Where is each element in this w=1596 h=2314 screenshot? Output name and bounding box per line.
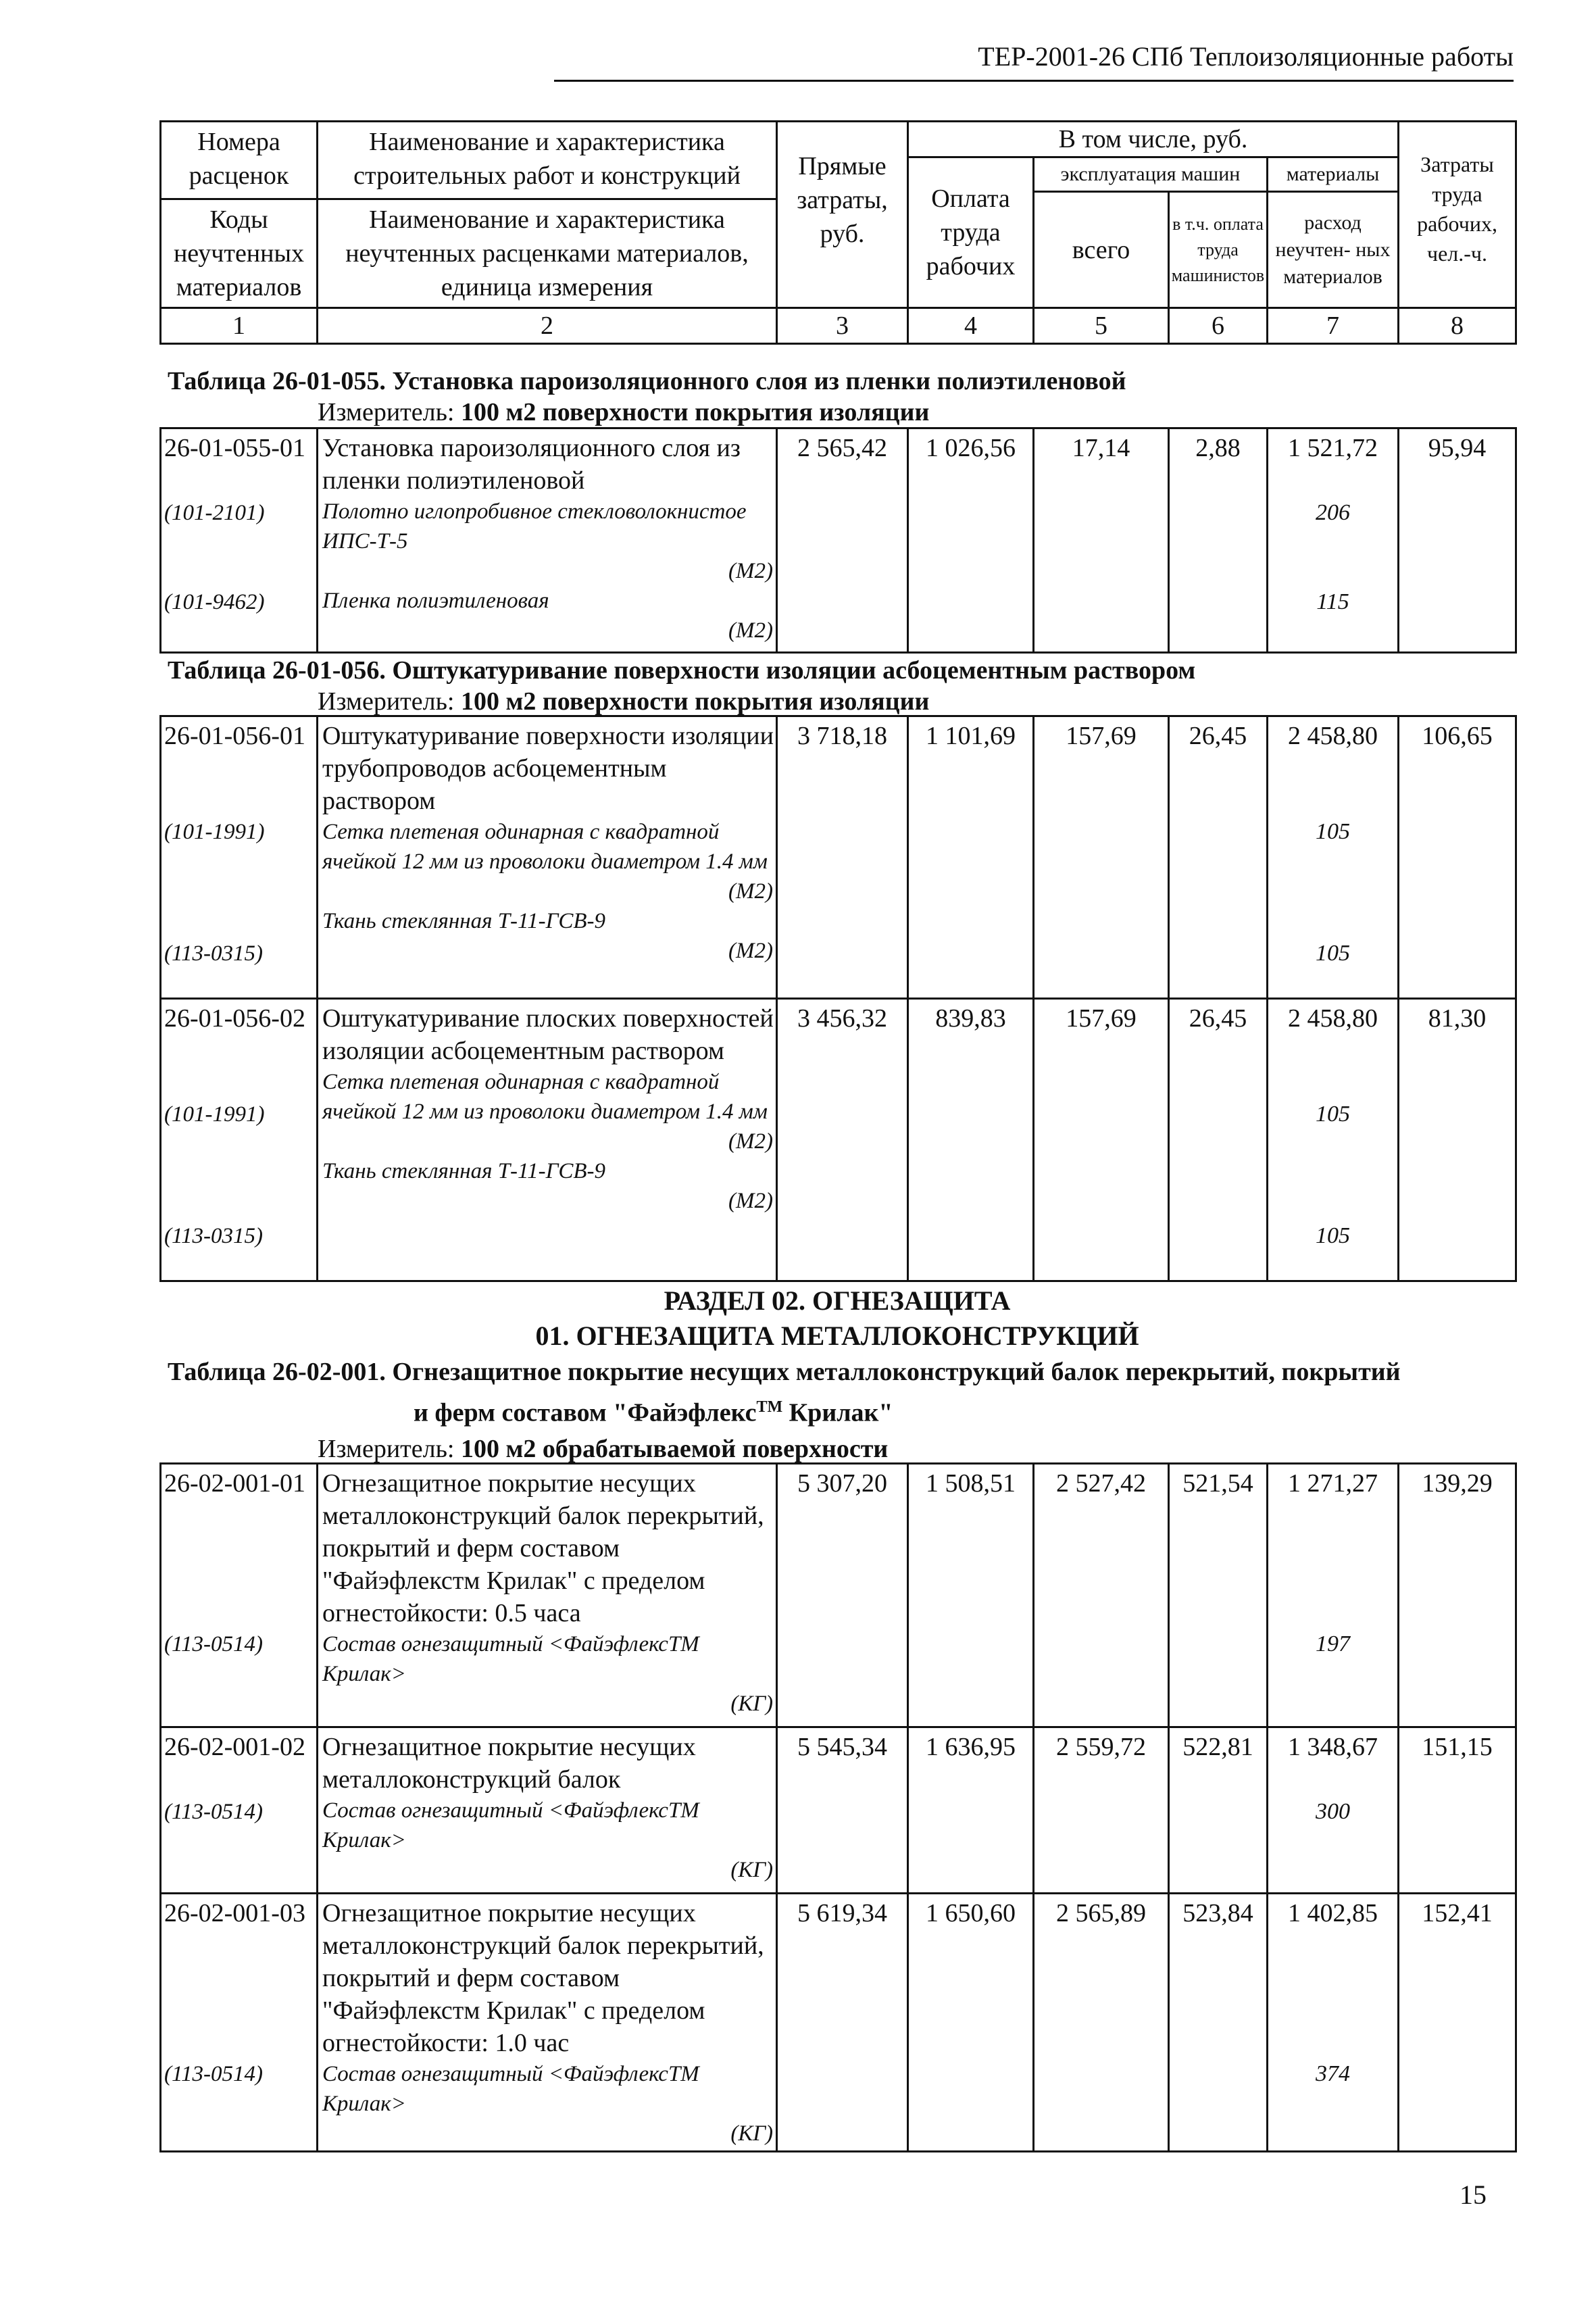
operator-pay: 26,45 <box>1169 999 1268 1281</box>
rate-description: Огнезащитное покрытие несущих металлоконструкций балок перекрытий, покрытий и ферм составом "Файэфлекстм Крилак" с пределом огнестойкости: 1.0 час <box>322 1899 764 2057</box>
labor-pay: 1 101,69 <box>908 716 1034 999</box>
header-codes-bottom: Коды неучтенных материалов <box>173 205 305 301</box>
material-qty: 206 <box>1316 500 1350 525</box>
measure-label: Измеритель: <box>318 1435 455 1463</box>
machines-total: 17,14 <box>1034 428 1169 653</box>
operator-pay: 2,88 <box>1169 428 1268 653</box>
measure-value: 100 м2 обрабатываемой поверхности <box>461 1435 889 1463</box>
material-qty: 105 <box>1316 941 1350 966</box>
column-numbers-row <box>161 308 1516 344</box>
running-header: ТЕР-2001-26 СПб Теплоизоляционные работы <box>978 41 1514 72</box>
direct-costs: 3 456,32 <box>777 999 908 1281</box>
material-code: (113-0315) <box>164 1224 264 1248</box>
material-name: Состав огнезащитный <ФайэфлексТМ Крилак> <box>322 1632 699 1686</box>
labor-hours: 106,65 <box>1399 716 1516 999</box>
table-caption: Таблица 26-02-001. Огнезащитное покрытие несущих металлоконструкций балок перекрытий, покрытий <box>168 1358 1401 1386</box>
material-name: Полотно иглопробивное стекловолокнистое ИПС-Т-5 <box>322 499 747 553</box>
rate-description-cell <box>318 1464 777 1727</box>
materials-cost: 2 458,80 <box>1288 1004 1378 1033</box>
section-subtitle: 01. ОГНЕЗАЩИТА МЕТАЛЛОКОНСТРУКЦИЙ <box>535 1321 1139 1351</box>
labor-hours: 139,29 <box>1399 1464 1516 1727</box>
colnum: 1 <box>161 308 318 344</box>
material-code: (101-1991) <box>164 1102 265 1127</box>
material-name: Сетка плетеная одинарная с квадратной ячейкой 12 мм из проволоки диаметром 1.4 мм <box>322 820 768 874</box>
rate-description-cell <box>318 716 777 999</box>
header-unaccounted-materials: расход неучтен- ных материалов <box>1268 192 1399 308</box>
labor-pay: 839,83 <box>908 999 1034 1281</box>
measure-value: 100 м2 поверхности покрытия изоляции <box>461 687 930 716</box>
table-caption-line2 <box>414 1391 893 1429</box>
table-row <box>161 1464 1516 1727</box>
page-number: 15 <box>1460 2180 1487 2210</box>
operator-pay: 26,45 <box>1169 716 1268 999</box>
rate-code-cell <box>161 1894 318 2152</box>
colnum: 6 <box>1169 308 1268 344</box>
header-direct-costs: Прямые затраты, руб. <box>777 122 908 308</box>
labor-pay: 1 650,60 <box>908 1894 1034 2152</box>
header-rule <box>554 80 1514 82</box>
machines-total: 2 565,89 <box>1034 1894 1169 2152</box>
material-unit: (М2) <box>728 1189 773 1213</box>
table-row <box>161 999 1516 1281</box>
material-name: Ткань стеклянная Т-11-ГСВ-9 <box>322 909 606 933</box>
direct-costs: 5 619,34 <box>777 1894 908 2152</box>
machines-total: 157,69 <box>1034 716 1169 999</box>
materials-cost: 1 521,72 <box>1288 434 1378 462</box>
direct-costs: 2 565,42 <box>777 428 908 653</box>
material-name: Ткань стеклянная Т-11-ГСВ-9 <box>322 1159 606 1183</box>
materials-cell <box>1268 1464 1399 1727</box>
materials-cell <box>1268 999 1399 1281</box>
operator-pay: 522,81 <box>1169 1727 1268 1894</box>
material-unit: (М2) <box>728 618 773 643</box>
table-row <box>161 1727 1516 1894</box>
material-code: (101-9462) <box>164 590 265 614</box>
rate-code-cell <box>161 1464 318 1727</box>
materials-cell <box>1268 716 1399 999</box>
colnum: 4 <box>908 308 1034 344</box>
table-caption: Таблица 26-01-055. Установка пароизоляционного слоя из пленки полиэтиленовой <box>168 367 1126 395</box>
measure-line <box>318 397 929 427</box>
operator-pay: 523,84 <box>1169 1894 1268 2152</box>
materials-cost: 2 458,80 <box>1288 722 1378 750</box>
materials-cost: 1 348,67 <box>1288 1733 1378 1761</box>
trademark-mark: TM <box>756 1398 783 1416</box>
labor-pay: 1 636,95 <box>908 1727 1034 1894</box>
rate-code-cell <box>161 999 318 1281</box>
measure-line <box>318 1434 888 1464</box>
material-qty: 300 <box>1316 1799 1350 1824</box>
material-name: Сетка плетеная одинарная с квадратной ячейкой 12 мм из проволоки диаметром 1.4 мм <box>322 1070 768 1124</box>
labor-pay: 1 026,56 <box>908 428 1034 653</box>
table-row <box>161 428 1516 653</box>
materials-cost: 1 271,27 <box>1288 1469 1378 1498</box>
measure-label: Измеритель: <box>318 687 455 716</box>
material-code: (101-1991) <box>164 820 265 844</box>
caption-text: и ферм составом "Файэфлекс <box>414 1398 757 1427</box>
colnum: 3 <box>777 308 908 344</box>
colnum: 8 <box>1399 308 1516 344</box>
section-title: РАЗДЕЛ 02. ОГНЕЗАЩИТА <box>664 1285 1011 1316</box>
material-name: Пленка полиэтиленовая <box>322 589 549 613</box>
material-name: Состав огнезащитный <ФайэфлексТМ Крилак> <box>322 2062 699 2116</box>
table-row <box>161 1894 1516 2152</box>
rate-description: Огнезащитное покрытие несущих металлоконструкций балок <box>322 1733 696 1794</box>
measure-line <box>318 687 929 716</box>
header-codes-top: Номера расценок <box>161 122 316 200</box>
rate-description: Огнезащитное покрытие несущих металлоконструкций балок перекрытий, покрытий и ферм составом "Файэфлекстм Крилак" с пределом огнестойкости: 0.5 часа <box>322 1469 764 1627</box>
colnum: 5 <box>1034 308 1169 344</box>
rate-code-cell <box>161 716 318 999</box>
materials-cell <box>1268 428 1399 653</box>
rate-code: 26-01-056-02 <box>164 1004 305 1033</box>
header-machines: эксплуатация машин <box>1034 157 1268 192</box>
header-machines-total: всего <box>1034 192 1169 308</box>
material-code: (101-2101) <box>164 501 265 525</box>
header-labor-hours: Затраты труда рабочих, чел.-ч. <box>1399 122 1516 308</box>
labor-hours: 152,41 <box>1399 1894 1516 2152</box>
rate-code: 26-02-001-01 <box>164 1469 305 1498</box>
rate-code: 26-01-056-01 <box>164 722 305 750</box>
material-code: (113-0514) <box>164 2062 264 2086</box>
material-code: (113-0514) <box>164 1800 264 1824</box>
header-names <box>318 122 777 308</box>
header-labor-pay: Оплата труда рабочих <box>908 157 1034 308</box>
machines-total: 2 559,72 <box>1034 1727 1169 1894</box>
material-unit: (М2) <box>728 879 773 904</box>
materials-cell <box>1268 1727 1399 1894</box>
column-header-table <box>159 120 1517 345</box>
rate-code: 26-02-001-02 <box>164 1733 305 1761</box>
direct-costs: 3 718,18 <box>777 716 908 999</box>
rate-description-cell <box>318 999 777 1281</box>
header-including: В том числе, руб. <box>908 122 1399 157</box>
material-qty: 374 <box>1316 2061 1350 2086</box>
rate-code: 26-02-001-03 <box>164 1899 305 1927</box>
material-qty: 105 <box>1316 1223 1350 1248</box>
caption-text: Крилак" <box>782 1398 893 1427</box>
rate-description-cell <box>318 428 777 653</box>
material-qty: 197 <box>1316 1631 1350 1656</box>
material-unit: (КГ) <box>730 1858 773 1882</box>
machines-total: 2 527,42 <box>1034 1464 1169 1727</box>
header-names-bottom: Наименование и характеристика неучтенных расценками материалов, единица измерения <box>345 205 749 301</box>
rate-code-cell <box>161 428 318 653</box>
material-qty: 105 <box>1316 819 1350 844</box>
material-unit: (М2) <box>728 939 773 963</box>
materials-cost: 1 402,85 <box>1288 1899 1378 1927</box>
materials-cell <box>1268 1894 1399 2152</box>
material-qty: 115 <box>1316 589 1349 614</box>
labor-hours: 151,15 <box>1399 1727 1516 1894</box>
header-materials: материалы <box>1268 157 1399 192</box>
rate-description-cell <box>318 1894 777 2152</box>
rate-table <box>159 427 1517 654</box>
rate-table <box>159 715 1517 1282</box>
rate-description: Оштукатуривание плоских поверхностей изоляции асбоцементным раствором <box>322 1004 774 1065</box>
direct-costs: 5 307,20 <box>777 1464 908 1727</box>
material-unit: (КГ) <box>730 2121 773 2146</box>
material-unit: (КГ) <box>730 1692 773 1716</box>
material-name: Состав огнезащитный <ФайэфлексТМ Крилак> <box>322 1798 699 1852</box>
material-unit: (М2) <box>728 559 773 583</box>
rate-description: Оштукатуривание поверхности изоляции трубопроводов асбоцементным раствором <box>322 722 774 815</box>
header-operator-pay: в т.ч. оплата труда машинистов <box>1169 192 1268 308</box>
direct-costs: 5 545,34 <box>777 1727 908 1894</box>
labor-hours: 95,94 <box>1399 428 1516 653</box>
material-qty: 105 <box>1316 1102 1350 1127</box>
machines-total: 157,69 <box>1034 999 1169 1281</box>
rate-code: 26-01-055-01 <box>164 434 305 462</box>
table-row <box>161 716 1516 999</box>
material-code: (113-0315) <box>164 941 264 966</box>
measure-value: 100 м2 поверхности покрытия изоляции <box>461 398 930 426</box>
rate-description-cell <box>318 1727 777 1894</box>
labor-hours: 81,30 <box>1399 999 1516 1281</box>
colnum: 7 <box>1268 308 1399 344</box>
colnum: 2 <box>318 308 777 344</box>
operator-pay: 521,54 <box>1169 1464 1268 1727</box>
labor-pay: 1 508,51 <box>908 1464 1034 1727</box>
table-caption: Таблица 26-01-056. Оштукатуривание поверхности изоляции асбоцементным раствором <box>168 656 1196 685</box>
rate-code-cell <box>161 1727 318 1894</box>
rate-table <box>159 1462 1517 2152</box>
material-code: (113-0514) <box>164 1632 264 1656</box>
rate-description: Установка пароизоляционного слоя из пленки полиэтиленовой <box>322 434 741 495</box>
header-codes <box>161 122 318 308</box>
measure-label: Измеритель: <box>318 398 455 426</box>
header-names-top: Наименование и характеристика строительных работ и конструкций <box>318 122 776 200</box>
material-unit: (М2) <box>728 1129 773 1154</box>
